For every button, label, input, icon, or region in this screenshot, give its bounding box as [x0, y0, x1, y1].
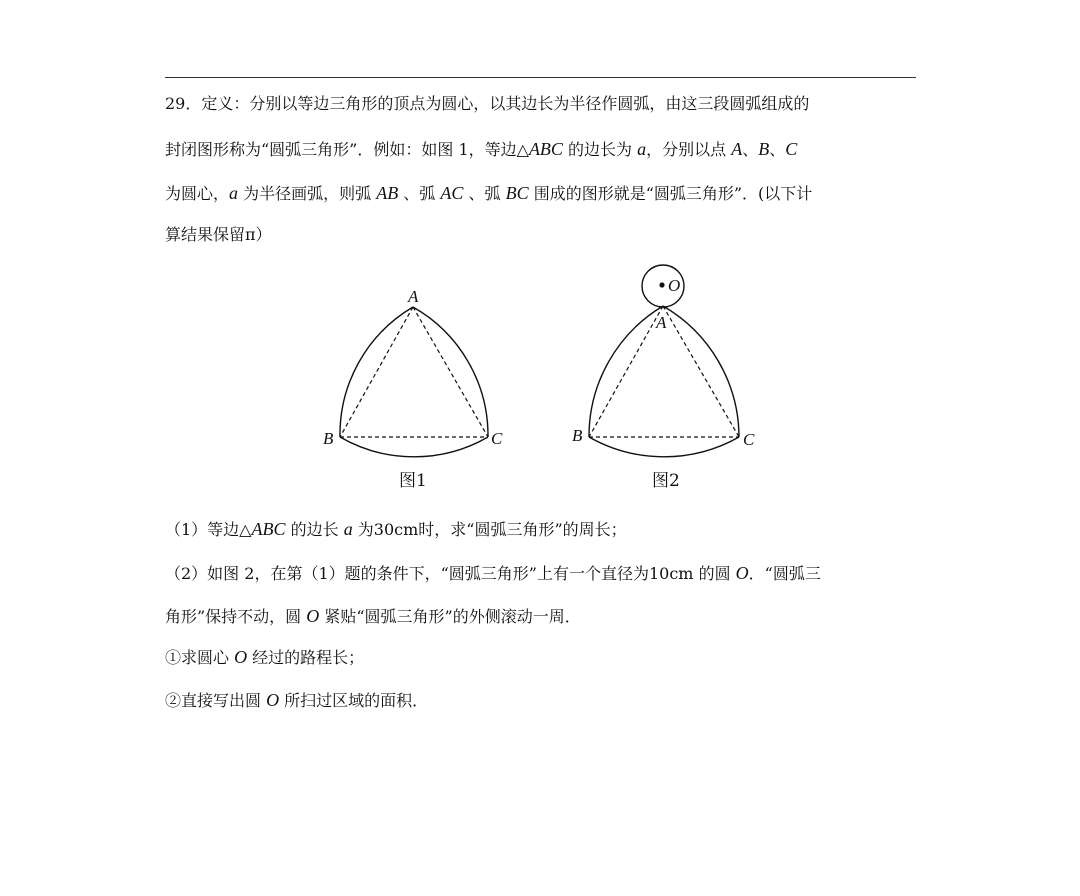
text: ，分别以点 [646, 140, 732, 159]
text: 的边长为 [562, 140, 638, 159]
fig1-side-AC [413, 307, 488, 437]
fig2-caption: 图2 [652, 471, 680, 491]
fig1-label-B: B [323, 429, 334, 448]
text: ①求圆心 [165, 648, 235, 667]
fig2-label-A: A [656, 313, 667, 332]
fig2-arc-BC [589, 437, 739, 457]
fig2-label-C: C [743, 430, 755, 449]
question-2-line-1 [165, 563, 821, 584]
fig2-label-B: B [572, 426, 583, 445]
fig1-arc-BC [340, 437, 488, 457]
sub-question-1 [165, 647, 364, 668]
text: 的边长 [285, 520, 344, 539]
text: 围成的图形就是“圆弧三角形”．(以下计 [528, 184, 813, 203]
math-C: C [785, 139, 798, 159]
text: ②直接写出圆 [165, 691, 267, 710]
math-AC: AC [440, 183, 464, 203]
math-AB: AB [376, 183, 399, 203]
text: 为圆心， [165, 184, 230, 203]
math-O: O [735, 563, 749, 583]
text: （2）如图 2，在第（1）题的条件下，“圆弧三角形”上有一个直径为10cm 的圆 [165, 564, 736, 583]
fig1-label-A: A [408, 287, 419, 306]
math-A: A [731, 139, 743, 159]
math-O: O [266, 690, 280, 710]
question-2-line-2 [165, 606, 581, 627]
text: 封闭图形称为“圆弧三角形”．例如：如图 1，等边△ [165, 140, 529, 159]
math-BC: BC [505, 183, 529, 203]
text: （1）等边△ [165, 520, 252, 539]
fig1-label-C: C [491, 429, 503, 448]
fig2-side-AC [663, 306, 739, 437]
text: 角形”保持不动，圆 [165, 607, 307, 626]
definition-text: 定义：分别以等边三角形的顶点为圆心，以其边长为半径作圆弧，由这三段圆弧组成的 [201, 94, 810, 113]
text: 、弧 [463, 184, 506, 203]
fig1-caption: 图1 [399, 471, 427, 491]
math-B: B [758, 139, 770, 159]
text: 为30cm时，求“圆弧三角形”的周长； [352, 520, 627, 539]
text: 紧贴“圆弧三角形”的外侧滚动一周． [319, 607, 581, 626]
text: 、 [742, 140, 759, 159]
fig2-center-O [659, 282, 664, 287]
text: 算结果保留π） [165, 225, 272, 244]
text: 所扫过区域的面积． [279, 691, 429, 710]
fig2-label-O: O [668, 276, 681, 295]
math-O: O [234, 647, 248, 667]
text: 为半径画弧，则弧 [238, 184, 377, 203]
math-ABC: ABC [528, 139, 563, 159]
text: 、弧 [398, 184, 441, 203]
text: 经过的路程长； [247, 648, 365, 667]
problem-number: 29． [165, 94, 202, 113]
question-1 [165, 519, 627, 540]
math-ABC: ABC [251, 519, 286, 539]
math-a: a [229, 183, 239, 203]
text: 、 [769, 140, 786, 159]
fig2-side-AB [589, 306, 663, 437]
text: ．“圆弧三 [748, 564, 821, 583]
math-a: a [637, 139, 647, 159]
math-O: O [306, 606, 320, 626]
fig1-side-AB [340, 307, 413, 437]
sub-question-2 [165, 690, 428, 711]
math-a: a [343, 519, 353, 539]
